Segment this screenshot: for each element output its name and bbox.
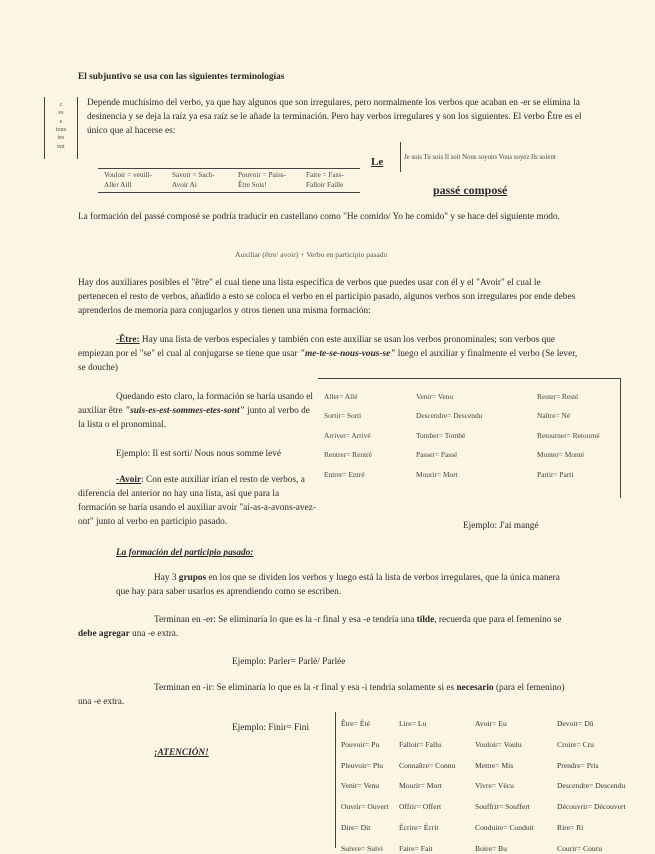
avoir-title: -Avoir xyxy=(116,475,142,485)
margin-note-line: e xyxy=(59,117,63,125)
irregular-verb: Ouvrir= Ouvert xyxy=(341,802,389,812)
box-bottom-border xyxy=(98,192,360,193)
page-heading: El subjuntivo se usa con las siguientes terminologías xyxy=(78,72,285,82)
stem-cell: Faire = Fass- xyxy=(306,171,344,179)
er-text: Terminan en -er: Se eliminaría lo que es la -r final y esa -e tendría una xyxy=(154,615,417,625)
stem-cell: Avoir Ai xyxy=(172,180,197,189)
irregular-verb: Souffrir= Souffert xyxy=(475,802,530,812)
etre-verb: Descendre= Descendu xyxy=(416,411,483,421)
etre-verb: Mourir= Mort xyxy=(416,469,458,479)
irregular-verb: Avoir= Eu xyxy=(475,719,507,728)
er-example: Ejemplo: Parler= Parlé/ Parlée xyxy=(232,657,346,667)
irregular-verb: Mourir= Mort xyxy=(399,781,442,791)
irregular-verb: Courir= Couru xyxy=(557,843,602,853)
etre-verb: Retourner= Retourné xyxy=(537,430,600,440)
avoir-paragraph xyxy=(78,474,318,530)
conj-divider xyxy=(400,142,401,172)
avoir-example: Ejemplo: J'ai mangé xyxy=(463,521,539,531)
irregular-verb: Conduire= Conduit xyxy=(475,822,534,832)
ir-text: (para el femenino) una -e extra. xyxy=(78,683,565,707)
irregular-verb: Rire= Ri xyxy=(557,822,584,832)
etre-conjugation: Je sois Tu sois Il soit Nous soyons Vous soyez Ils soient xyxy=(404,154,556,161)
er-bold: tilde xyxy=(416,615,435,625)
etre-verb: Monter= Monté xyxy=(537,450,585,460)
etre-paragraph xyxy=(78,334,578,376)
irregular-stems-box xyxy=(104,171,366,190)
irregular-verb: Venir= Venu xyxy=(341,781,380,791)
stem-cell: Falloir Faille xyxy=(306,180,344,189)
etre-title: -Être: xyxy=(116,335,140,345)
groups-paragraph xyxy=(116,572,566,600)
etre-forms: "suis-es-est-sommes-etes-sont" xyxy=(124,405,245,416)
stem-cell: Vouloir = veuill- xyxy=(104,171,152,179)
etre-text: Hay una lista de verbos especiales y también con este auxiliar se usan los verbos pronominales; son verbos que empiezan por el "se" el cual al conjugarse se tiene que usar xyxy=(78,335,555,359)
er-paragraph xyxy=(78,614,578,642)
irregular-verb: Faire= Fait xyxy=(399,843,433,853)
auxiliaries-paragraph: Hay dos auxiliares posibles el "être" el cual tiene una lista específica de verbos que puedes usar con él y el "Avoir" el cual le pertenecen el resto de verbos, añadido a esto se coloca el verbo en el participio pasado, algunos verbos son irregulares por ende debes aprenderlos de memoria para conjugarlos y otros tienen una misma formación: xyxy=(78,278,576,316)
irregular-verb: Suivre= Suivi xyxy=(341,843,384,853)
intro-divider xyxy=(77,97,78,159)
attention-label: ¡ATENCIÓN! xyxy=(154,748,209,758)
groups-text: en los que se dividen los verbos y luego está la lista de verbos irregulares, que la única manera que hay para saber usarlos es aprendiendo como se escriben. xyxy=(116,573,560,597)
etre-example: Ejemplo: Il est sorti/ Nous nous somme levé xyxy=(116,449,282,459)
box-top-border xyxy=(98,168,360,169)
margin-note-line: es xyxy=(58,109,64,117)
section-title: passé composé xyxy=(433,183,508,197)
etre-verb: Tomber= Tombé xyxy=(416,430,466,440)
irregular-participles-table xyxy=(341,718,647,854)
intro-paragraph: Depende muchísimo del verbo, ya que hay algunos que son irregulares, pero normalmente los verbos que acaban en -er se elimina la desinencia y se deja la raíz ya esa raíz se le añade la terminación. Pero hay verbos irregulares y son los siguientes. El verbo Être es el único que al hacerse es: xyxy=(87,98,582,136)
er-text: una -e extra. xyxy=(129,628,179,639)
irregular-verb: Vouloir= Voulu xyxy=(475,739,522,749)
irregular-verb: Écrire= Écrit xyxy=(399,822,439,832)
etre-verb: Rentrer= Rentré xyxy=(324,450,372,460)
irregular-verb: Prendre= Pris xyxy=(557,760,599,770)
etre-text: luego el auxiliar y finalmente el verbo (Se lever, se douche) xyxy=(78,348,578,373)
groups-text: Hay 3 xyxy=(154,573,179,583)
ir-bold: necesario xyxy=(456,683,494,693)
irregular-verb: Vivre= Vécu xyxy=(475,781,514,791)
etre-formation-text: junto al verbo de la lista o el pronominal. xyxy=(78,405,310,430)
ir-paragraph xyxy=(78,682,578,710)
stem-cell: Être Sois! xyxy=(238,180,267,189)
margin-note xyxy=(50,101,72,151)
irregular-verb: Être= Été xyxy=(341,719,370,728)
stem-cell: Savoir = Sach- xyxy=(172,171,215,179)
etre-table-top xyxy=(318,378,620,379)
etre-verbs-table xyxy=(324,391,627,480)
etre-verb: Venir= Venu xyxy=(416,392,454,401)
etre-formation-text: Quedando esto claro, la formación se haría usando el auxiliar être xyxy=(78,392,313,416)
stem-cell: Pouvoir = Puiss- xyxy=(238,171,286,179)
etre-verb: Arriver= Arrivé xyxy=(324,430,371,440)
stem-cell: Aller Aill xyxy=(104,180,132,189)
ir-example: Ejemplo: Finir= Fini xyxy=(232,723,310,733)
etre-verb: Partir= Parti xyxy=(537,469,574,479)
irregular-verb: Lire= Lu xyxy=(399,719,427,728)
irregular-verb: Croire= Cru xyxy=(557,739,594,749)
formula: Auxiliar (être/ avoir) + Verbo en participio pasado xyxy=(235,250,388,259)
irregular-verb: Falloir= Fallu xyxy=(399,739,442,749)
etre-verb: Passer= Passé xyxy=(416,450,458,460)
groups-bold: grupos xyxy=(178,573,207,583)
margin-note-line: tes xyxy=(57,134,65,142)
irregular-verb: Offrir= Offert xyxy=(399,802,442,812)
etre-verb: Sortir= Sorti xyxy=(324,411,362,421)
etre-verb: Rester= Resté xyxy=(537,392,579,401)
margin-divider xyxy=(44,97,45,159)
le-label: Le xyxy=(371,156,384,168)
irregular-verb: Mettre= Mis xyxy=(475,760,514,770)
etre-verb: Naître= Né xyxy=(537,411,571,421)
irregular-verb: Boire= Bu xyxy=(475,843,507,853)
etre-pronouns: "me-te-se-nous-vous-se" xyxy=(299,348,396,359)
margin-note-line: ent xyxy=(57,142,65,150)
irregular-verb: Connaître= Connu xyxy=(399,760,456,770)
margin-note-line: tons xyxy=(55,126,67,134)
etre-verb: Entrer= Entré xyxy=(324,469,365,479)
irregular-verb: Dire= Dit xyxy=(341,822,371,832)
er-text: , recuerda que para el femenino se xyxy=(434,615,562,625)
formation-intro: La formación del passé composé se podría traducir en castellano como "He comido/ Yo he comido" y se hace del siguiente modo. xyxy=(78,212,560,222)
avoir-text: : Con este auxiliar irían el resto de verbos, a diferencia del anterior no hay una lista, así que para la formación se haría usando el auxiliar avoir "ai-as-a-avons-avez-ont" junto al verbo en participio pasado. xyxy=(78,475,316,527)
participle-title: La formación del participio pasado: xyxy=(116,548,254,558)
etre-verb: Aller= Allé xyxy=(324,392,358,401)
etre-formation xyxy=(78,391,316,433)
irregular-verb: Pouvoir= Pu xyxy=(341,739,380,749)
irregular-table-left xyxy=(335,712,336,848)
er-bold: debe agregar xyxy=(78,628,130,639)
ir-text: Terminan en -ir: Se eliminaría lo que es la -r final y esa -i tendría solamente si es xyxy=(154,683,457,693)
irregular-verb: Pleuvoir= Plu xyxy=(341,760,384,770)
irregular-verb: Descendre= Descendu xyxy=(557,781,626,791)
irregular-verb: Découvrir= Découvert xyxy=(557,802,626,812)
margin-note-line: c xyxy=(59,101,63,108)
irregular-verb: Devoir= Dû xyxy=(557,719,594,728)
